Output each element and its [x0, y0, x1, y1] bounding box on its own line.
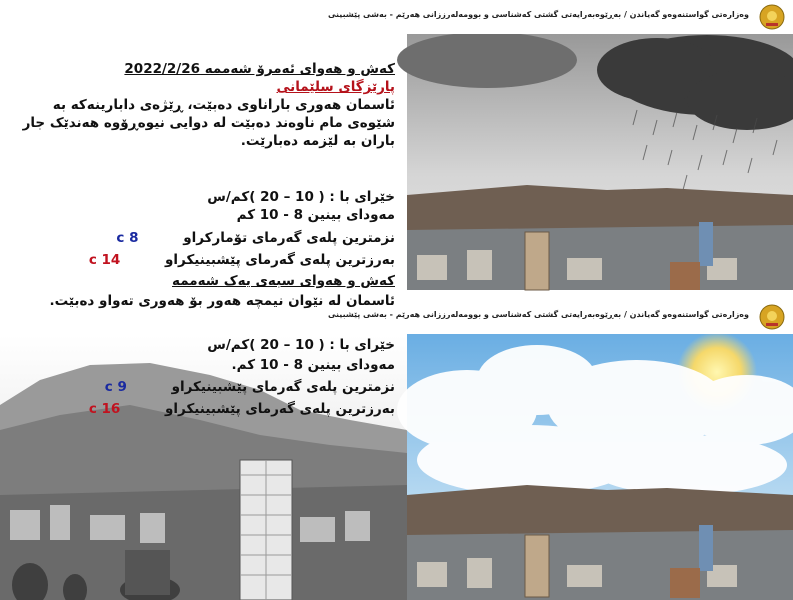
- kurdistan-emblem-icon: [757, 303, 787, 331]
- banner-text: وەزارەتی گواستنەوەو گەیاندن / بەڕێوەبەرایەتی گشتی کەشناسی و بوومەلەرززانی هەرێم - بەشی پێشبینی: [327, 310, 749, 319]
- tomorrow-description: ئاسمان لە نێوان نیمچە هەور بۆ هەوری تەواو دەبێت.: [49, 293, 395, 309]
- tomorrow-min-value: 9 c: [104, 379, 127, 395]
- tomorrow-max-label: بەرزترین پلەی گەرمای پێشبینیکراو: [165, 401, 395, 417]
- today-visibility: مەودای بینین 8 - 10 کم: [236, 207, 395, 223]
- tomorrow-heading: کەش و هەوای سبەی یەک شەممە: [172, 273, 395, 289]
- tomorrow-wind: خێرای با : ( 10 – 20 )کم/س: [207, 337, 395, 353]
- tomorrow-max-value: 16 c: [88, 401, 121, 417]
- today-min-value: 8 c: [116, 230, 139, 246]
- city-photo-grayscale: [0, 335, 407, 600]
- tomorrow-banner: [327, 300, 793, 334]
- tomorrow-min-label: نزمترین پلەی گەرمای پێشبینیکراو: [171, 379, 395, 395]
- today-max-temp: [6, 251, 395, 269]
- partly-cloudy-sun-icon: [407, 300, 793, 600]
- today-max-value: 14 c: [88, 252, 121, 268]
- today-description: ئاسمان هەوری باراناوی دەبێت، ڕێژەی دابارینەکە بە شێوەی مام ناوەند دەبێت لە دوایی نیوەڕۆوە هەندێک جار باران بە لێزمە دەبارێت.: [22, 97, 395, 149]
- region-name: پارێزگای سلێمانی: [276, 79, 395, 95]
- today-min-label: نزمترین پلەی گەرمای تۆمارکراو: [183, 230, 395, 246]
- today-min-temp: [6, 229, 395, 247]
- banner-text: وەزارەتی گواستنەوەو گەیاندن / بەڕێوەبەرایەتی گشتی کەشناسی و بوومەلەرززانی هەرێم - بەشی پێشبینی: [327, 10, 749, 19]
- today-banner: [327, 0, 793, 34]
- kurdistan-emblem-icon: [757, 3, 787, 31]
- tomorrow-visibility: مەودای بینین 8 - 10 کم.: [231, 357, 395, 373]
- today-max-label: بەرزترین پلەی گەرمای پێشبینیکراو: [165, 252, 395, 268]
- tomorrow-max-temp: [6, 400, 395, 418]
- today-wind: خێرای با : ( 10 – 20 )کم/س: [207, 189, 395, 205]
- tomorrow-min-temp: [6, 378, 395, 396]
- rain-cloud-icon: [407, 0, 793, 290]
- tomorrow-weather-panel: [327, 300, 793, 600]
- today-heading: کەش و هەوای ئەمرۆ شەممە 2022/2/26: [124, 61, 395, 77]
